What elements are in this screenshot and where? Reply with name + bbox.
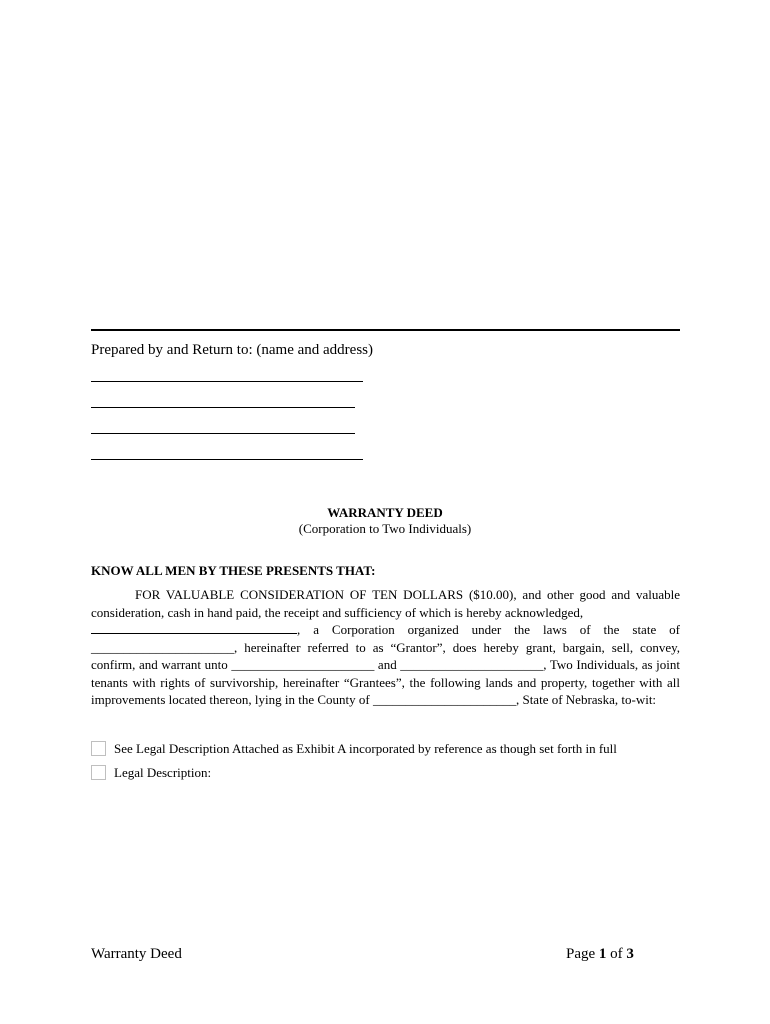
address-line-3[interactable]: [91, 433, 355, 434]
exhibit-a-checkbox[interactable]: [91, 741, 106, 756]
grantor-name-field[interactable]: [91, 621, 297, 634]
page-word: Page: [566, 946, 596, 962]
know-all-heading: KNOW ALL MEN BY THESE PRESENTS THAT:: [91, 563, 376, 578]
exhibit-a-label: See Legal Description Attached as Exhibit A incorporated by reference as though set forth in full: [114, 741, 617, 756]
footer-document-name: Warranty Deed: [91, 946, 182, 962]
current-page: 1: [598, 946, 607, 962]
legal-description-checkbox[interactable]: [91, 765, 106, 780]
total-pages: 3: [626, 946, 634, 962]
footer-page-number: [566, 946, 634, 963]
document-title: WARRANTY DEED: [327, 505, 443, 520]
prepared-by-label: Prepared by and Return to: (name and address): [91, 342, 373, 358]
deed-body: [91, 586, 680, 709]
header-rule: [91, 329, 680, 331]
address-line-2[interactable]: [91, 407, 355, 408]
address-line-1[interactable]: [91, 381, 363, 382]
address-line-4[interactable]: [91, 459, 363, 460]
document-subtitle: (Corporation to Two Individuals): [298, 521, 472, 536]
body-conveyance: ______________________, hereinafter referred to as “Grantor”, does hereby grant, bargain, sell, convey, confirm, and warrant unto ______________________ and ______________________, Two Individuals, as joint tenants with rights of survivorship, hereinafter “Grantees”, the following lands and property, together with all improvements located thereon, lying in the County of ______________________, State of Nebraska, to-wit:: [91, 639, 680, 707]
legal-description-label: Legal Description:: [114, 765, 212, 780]
body-corporation-clause: , a Corporation organized under the laws of the state of: [297, 622, 680, 637]
body-intro: FOR VALUABLE CONSIDERATION OF TEN DOLLARS ($10.00), and other good and valuable consideration, cash in hand paid, the receipt and sufficiency of which is hereby acknowledged,: [91, 587, 680, 620]
of-word: of: [610, 946, 623, 962]
